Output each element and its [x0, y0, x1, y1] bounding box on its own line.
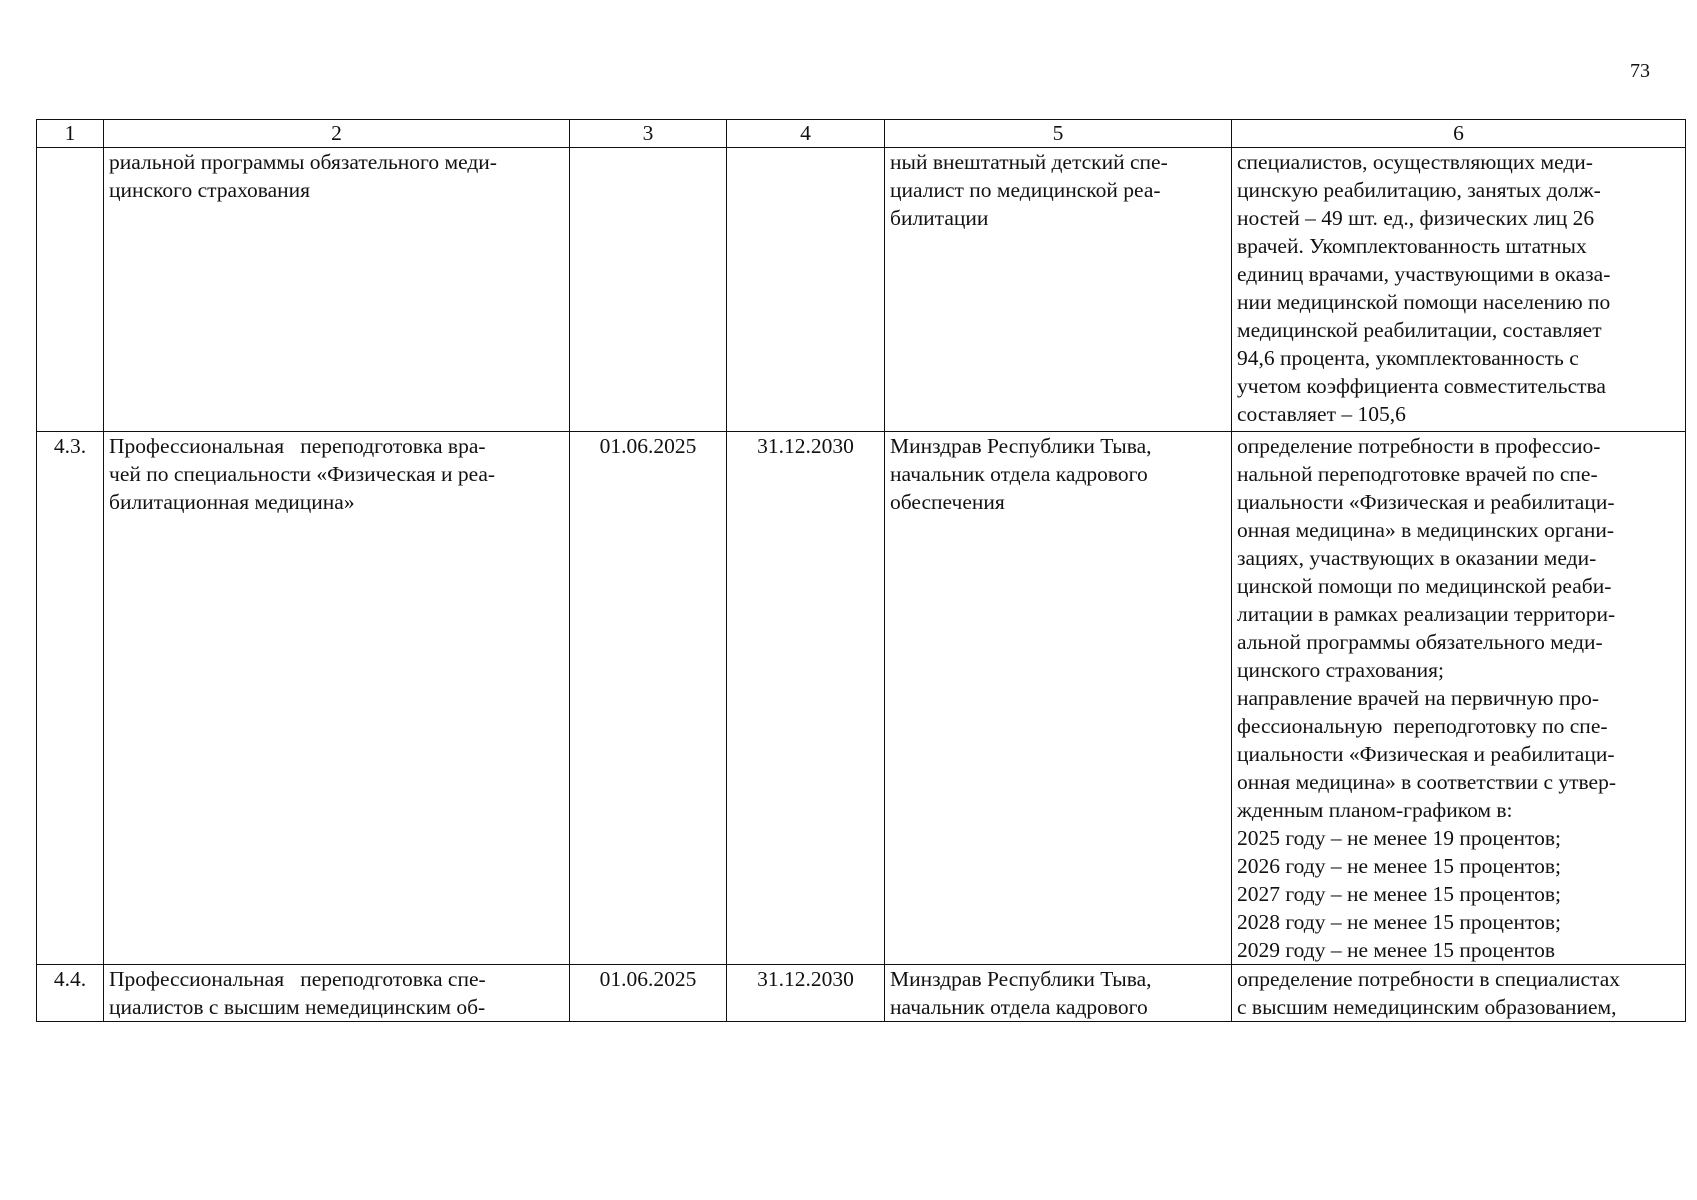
item-number — [37, 148, 104, 432]
table-row — [37, 432, 1686, 965]
page-number: 73 — [1630, 60, 1650, 82]
result: определение потребности в специалистах с высшим немедицинским образованием, — [1232, 965, 1686, 1022]
item-name: риальной программы обязательного меди- цинского страхования — [104, 148, 570, 432]
column-header: 3 — [570, 120, 727, 148]
column-header: 4 — [727, 120, 885, 148]
plan-table — [36, 119, 1686, 1022]
item-number: 4.3. — [37, 432, 104, 965]
column-header: 6 — [1232, 120, 1686, 148]
item-number: 4.4. — [37, 965, 104, 1022]
result: определение потребности в профессио- нальной переподготовке врачей по спе- циальности «Физическая и реабилитаци- онная медицина» в медицинских органи- зациях, участвующих в оказании меди- цинской помощи по медицинской реаби- литации в рамках реализации территори- альной программы обязательного меди- цинского страхования; направление врачей на первичную про- фессиональную переподготовку по спе- циальности «Физическая и реабилитаци- онная медицина» в соответствии с утвер- жденным планом-графиком в: 2025 году – не менее 19 процентов; 2026 году – не менее 15 процентов; 2027 году – не менее 15 процентов; 2028 году – не менее 15 процентов; 2029 году – не менее 15 процентов — [1232, 432, 1686, 965]
item-name: Профессиональная переподготовка вра- чей по специальности «Физическая и реа- билитационная медицина» — [104, 432, 570, 965]
header-row — [37, 120, 1686, 148]
start-date — [570, 148, 727, 432]
responsible: Минздрав Республики Тыва, начальник отдела кадрового обеспечения — [885, 432, 1232, 965]
end-date: 31.12.2030 — [727, 965, 885, 1022]
table-row — [37, 965, 1686, 1022]
column-header: 1 — [37, 120, 104, 148]
end-date — [727, 148, 885, 432]
start-date: 01.06.2025 — [570, 965, 727, 1022]
start-date: 01.06.2025 — [570, 432, 727, 965]
column-header: 5 — [885, 120, 1232, 148]
item-name: Профессиональная переподготовка спе- циалистов с высшим немедицинским об- — [104, 965, 570, 1022]
end-date: 31.12.2030 — [727, 432, 885, 965]
responsible: Минздрав Республики Тыва, начальник отдела кадрового — [885, 965, 1232, 1022]
table-row — [37, 148, 1686, 432]
result: специалистов, осуществляющих меди- цинскую реабилитацию, занятых долж- ностей – 49 шт. ед., физических лиц 26 врачей. Укомплектованность штатных единиц врачами, участвующими в оказа- нии медицинской помощи населению по медицинской реабилитации, составляет 94,6 процента, укомплектованность с учетом коэффициента совместительства составляет – 105,6 — [1232, 148, 1686, 432]
column-header: 2 — [104, 120, 570, 148]
responsible: ный внештатный детский спе- циалист по медицинской реа- билитации — [885, 148, 1232, 432]
